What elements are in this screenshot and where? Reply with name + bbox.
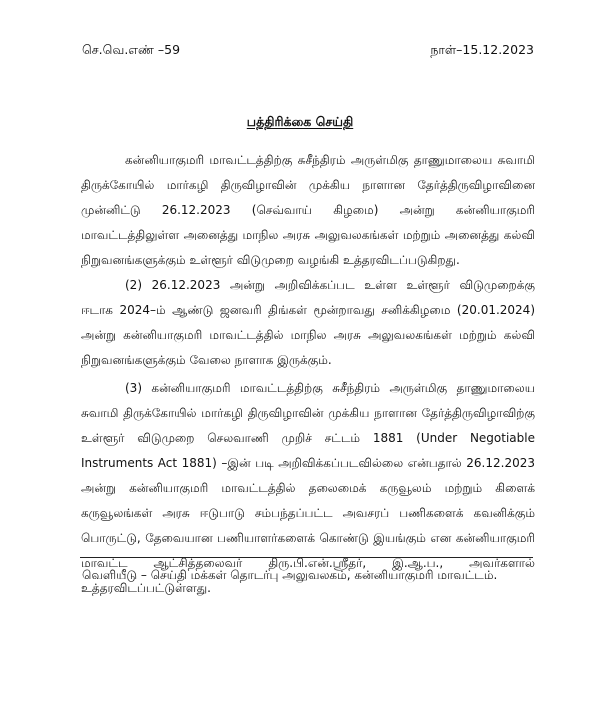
title-text: பத்திரிக்கை செய்தி [246, 114, 354, 129]
release-date: நாள்–15.12.2023 [430, 42, 534, 57]
paragraph-1: கன்னியாகுமரி மாவட்டத்திற்கு சுசீந்திரம் அருள்மிகு தாணுமாலைய சுவாமி திருக்கோயில் மார்கழி திருவிழாவின் முக்கிய நாளான தேர்த்திருவிழாவினை முன்னிட்டு 26.12.2023 (செவ்வாய் கிழமை) அன்று கன்னியாகுமரி மாவட்டத்திலுள்ள அனைத்து மாநில அரசு அலுவலகங்கள் மற்றும் அனைத்து கல்வி நிறுவனங்களுக்கும் உள்ளூர் விடுமுறை வழங்கி உத்தரவிடப்படுகிறது. [81, 153, 535, 267]
publisher-footer: வெளியீடு – செய்தி மக்கள் தொடர்பு அலுவலகம், கன்னியாகுமரி மாவட்டம். [82, 568, 498, 582]
paragraph-2: (2) 26.12.2023 அன்று அறிவிக்கப்பட உள்ள உள்ளூர் விடுமுறைக்கு ஈடாக 2024–ம் ஆண்டு ஜனவரி திங்கள் மூன்றாவது சனிக்கிழமை (20.01.2024) அன்று கன்னியாகுமரி மாவட்டத்தில் மாநில அரசு அலுவலகங்கள் மற்றும் கல்வி நிறுவனங்களுக்கும் வேலை நாளாக இருக்கும். [81, 278, 535, 367]
footer-divider [80, 557, 533, 558]
document-title [0, 114, 600, 131]
paragraph-3: (3) கன்னியாகுமரி மாவட்டத்திற்கு சுசீந்திரம் அருள்மிகு தாணுமாலைய சுவாமி திருக்கோயில் மார்கழி திருவிழாவின் முக்கிய நாளான தேர்த்திருவிழாவிற்கு உள்ளூர் விடுமுறை செலவாணி முறிச் சட்டம் 1881 (Under Negotiable Instruments Act 1881) –இன் படி அறிவிக்கப்படவில்லை என்பதால் 26.12.2023 அன்று கன்னியாகுமரி மாவட்டத்தில் தலைமைக் கருவூலம் மற்றும் கிளைக் கருவூலங்கள் அரசு ஈடுபாடு சம்பந்தப்பட்ட அவசரப் பணிகளைக் கவனிக்கும் பொருட்டு, தேவையான பணியாளர்களைக் கொண்டு இயங்கும் என கன்னியாகுமரி மாவட்ட ஆட்சித்தலைவர் திரு.பி.என்.ஸ்ரீதர், இ.ஆ.ப., அவர்களால் உத்தரவிடப்பட்டுள்ளது. [81, 381, 535, 595]
reference-number: செ.வெ.எண் –59 [82, 42, 181, 57]
